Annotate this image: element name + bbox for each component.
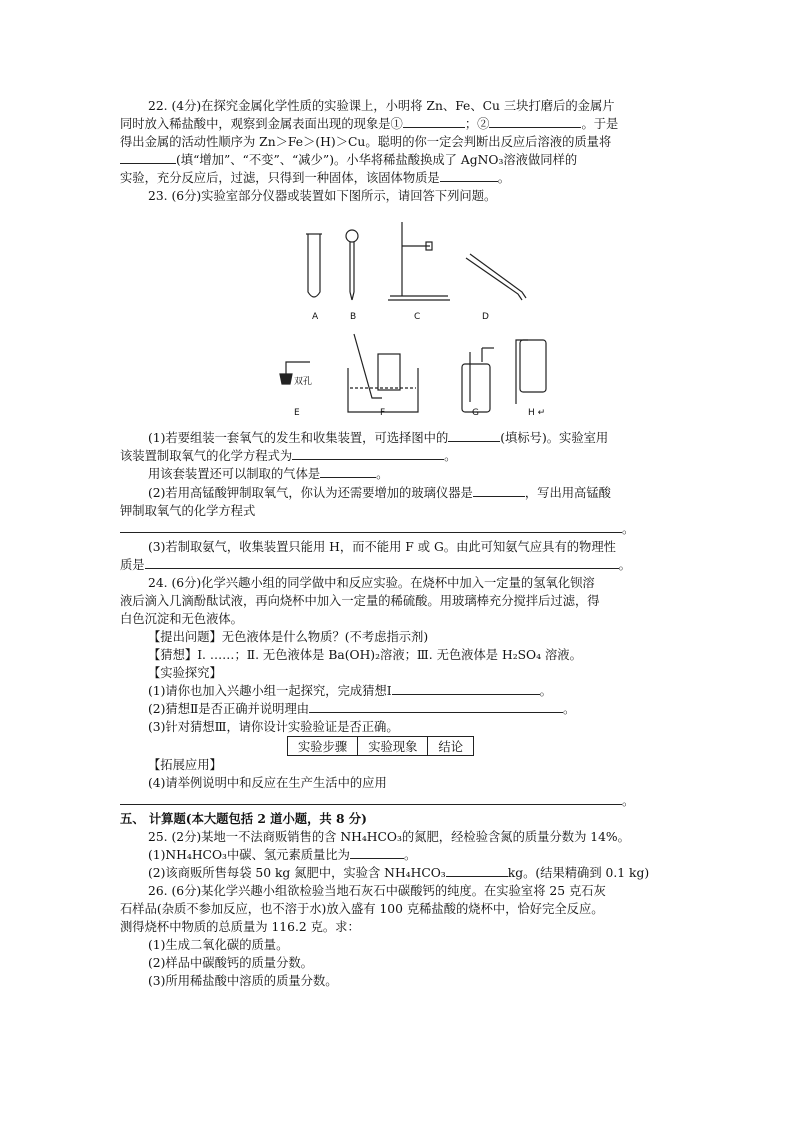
q22-text: (填“增加”、“不变”、“减少”)。小华将稀盐酸换成了 AgNO₃溶液做同样的 — [176, 153, 578, 167]
q22-text: 实验，充分反应后，过滤，只得到一种固体，该固体物质是 — [120, 171, 440, 185]
answer-blank[interactable] — [120, 151, 176, 164]
label-a: A — [312, 312, 319, 322]
q25-line-3 — [148, 864, 649, 882]
label-shuangkong: 双孔 — [294, 377, 313, 387]
answer-blank[interactable] — [145, 556, 619, 569]
q23-text: 质是 — [120, 558, 145, 572]
q23-text: 。 — [444, 449, 457, 463]
section-title: 五、 计算题(本大题包括 2 道小题，共 8 分) — [120, 811, 367, 826]
q22-line-3: 得出金属的活动性顺序为 Zn＞Fe＞(H)＞Cu。聪明的你一定会判断出反应后溶液的质量将 — [120, 135, 612, 149]
q22-text: 同时放入稀盐酸中，观察到金属表面出现的现象是① — [120, 117, 403, 131]
q23-text: (2)若用高锰酸钾制取氧气，你认为还需要增加的玻璃仪器是 — [148, 486, 473, 500]
q23-part1-c — [148, 465, 388, 483]
q24-e3: (3)针对猜想Ⅲ，请你设计实验验证是否正确。 — [148, 720, 399, 734]
q23-part1-b — [120, 447, 456, 465]
q22-line-2 — [120, 115, 618, 133]
q24-line-3: 白色沉淀和无色液体。 — [120, 612, 243, 626]
q24-text: (1)请你也加入兴趣小组一起探究，完成猜想Ⅰ — [148, 684, 392, 698]
answer-blank[interactable] — [292, 447, 444, 460]
answer-blank[interactable] — [350, 846, 404, 859]
q23-text: 用该套装置还可以制取的气体是 — [148, 467, 321, 481]
q23-text: (填标号)。实验室用 — [500, 431, 609, 445]
q24-text: (2)猜想Ⅱ是否正确并说明理由 — [148, 702, 310, 716]
label-b: B — [350, 312, 357, 322]
q22-line-1: 22. (4分)在探究金属化学性质的实验课上，小明将 Zn、Fe、Cu 三块打磨后的金属片 — [148, 99, 615, 113]
q23-part2 — [148, 484, 611, 502]
q23-text: (1)若要组装一套氧气的发生和收集装置，可选择图中的 — [148, 431, 449, 445]
answer-blank[interactable] — [309, 700, 563, 713]
q25-line-2 — [148, 846, 416, 864]
q23-text: 。 — [376, 467, 389, 481]
q22-line-4 — [120, 151, 577, 169]
q24-text: 。 — [563, 702, 576, 716]
q26-sub-3: (3)所用稀盐酸中溶质的质量分数。 — [148, 974, 338, 988]
q24-e4-blank — [120, 792, 634, 810]
answer-blank[interactable] — [489, 115, 581, 128]
q24-explore: 【实验探究】 — [148, 666, 222, 680]
q25-text: (1)NH₄HCO₃中碳、氢元素质量比为 — [148, 848, 350, 862]
q23-part3-b — [120, 556, 631, 574]
label-h: H ↵ — [528, 408, 546, 418]
q22-text: ；② — [464, 117, 490, 131]
q22-text: 。于是 — [581, 117, 619, 131]
q24-ask: 【提出问题】无色液体是什么物质？(不考虑指示剂) — [148, 630, 429, 644]
q26-sub-2: (2)样品中碳酸钙的质量分数。 — [148, 956, 313, 970]
q25-text: 。 — [403, 848, 417, 862]
table-header: 实验步骤 — [288, 737, 358, 756]
q23-text: ，写出用高锰酸 — [524, 486, 611, 500]
q24-e2 — [148, 700, 575, 718]
answer-blank[interactable] — [448, 429, 500, 442]
apparatus-drawing — [270, 212, 610, 427]
q23-line-1: 23. (6分)实验室部分仪器或装置如下图所示，请回答下列问题。 — [148, 189, 497, 203]
label-e: E — [294, 408, 300, 418]
q23-part2-b: 钾制取氧气的化学方程式 — [120, 504, 256, 518]
q24-e1 — [148, 682, 552, 700]
q25-line-1: 25. (2分)某地一不法商贩销售的含 NH₄HCO₃的氮肥，经检验含氮的质量分数为 14%。 — [148, 830, 630, 844]
q24-text: 。 — [622, 794, 635, 808]
q23-part1 — [148, 429, 608, 447]
q24-guess: 【猜想】Ⅰ. ……；Ⅱ. 无色液体是 Ba(OH)₂溶液；Ⅲ. 无色液体是 H₂SO₄ 溶液。 — [148, 648, 582, 662]
q22-line-5 — [120, 169, 510, 187]
answer-blank[interactable] — [120, 792, 622, 805]
label-c: C — [414, 312, 421, 322]
q26-sub-1: (1)生成二氧化碳的质量。 — [148, 938, 289, 952]
answer-blank[interactable] — [120, 520, 622, 533]
q25-text: kg。(结果精确到 0.1 kg) — [507, 866, 650, 880]
q23-part3: (3)若制取氨气，收集装置只能用 H，而不能用 F 或 G。由此可知氨气应具有的物理性 — [148, 540, 616, 554]
q24-line-1: 24. (6分)化学兴趣小组的同学做中和反应实验。在烧杯中加入一定量的氢氧化钡溶 — [148, 576, 595, 590]
label-g: G — [472, 408, 479, 418]
q26-line-2: 石样品(杂质不参加反应，也不溶于水)放入盛有 100 克稀盐酸的烧杯中，恰好完全反应。 — [120, 902, 604, 916]
q26-line-1: 26. (6分)某化学兴趣小组欲检验当地石灰石中碳酸钙的纯度。在实验室将 25 克石灰 — [148, 884, 606, 898]
q23-text: 。 — [618, 558, 631, 572]
q23-part2-c — [120, 520, 634, 538]
answer-blank[interactable] — [440, 169, 498, 182]
q24-ext: 【拓展应用】 — [148, 758, 222, 772]
q23-text: 。 — [622, 522, 635, 536]
answer-blank[interactable] — [446, 864, 508, 877]
q25-text: (2)该商贩所售每袋 50 kg 氮肥中，实验含 NH₄HCO₃ — [148, 866, 446, 880]
answer-blank[interactable] — [403, 115, 465, 128]
answer-blank[interactable] — [473, 484, 525, 497]
answer-blank[interactable] — [392, 682, 540, 695]
q23-text: 该装置制取氧气的化学方程式为 — [120, 449, 293, 463]
answer-blank[interactable] — [320, 465, 376, 478]
label-d: D — [482, 312, 489, 322]
apparatus-figure — [270, 212, 610, 427]
q26-line-3: 测得烧杯中物质的总质量为 116.2 克。求： — [120, 920, 360, 934]
q22-text: 。 — [497, 171, 511, 185]
q24-text: 。 — [539, 684, 552, 698]
table-header: 结论 — [428, 737, 474, 756]
table-header: 实验现象 — [358, 737, 428, 756]
label-f: F — [380, 408, 386, 418]
q24-line-2: 液后滴入几滴酚酞试液，再向烧杯中加入一定量的稀硫酸。用玻璃棒充分搅拌后过滤，得 — [120, 594, 600, 608]
experiment-table — [287, 736, 474, 756]
q24-e4: (4)请举例说明中和反应在生产生活中的应用 — [148, 776, 387, 790]
